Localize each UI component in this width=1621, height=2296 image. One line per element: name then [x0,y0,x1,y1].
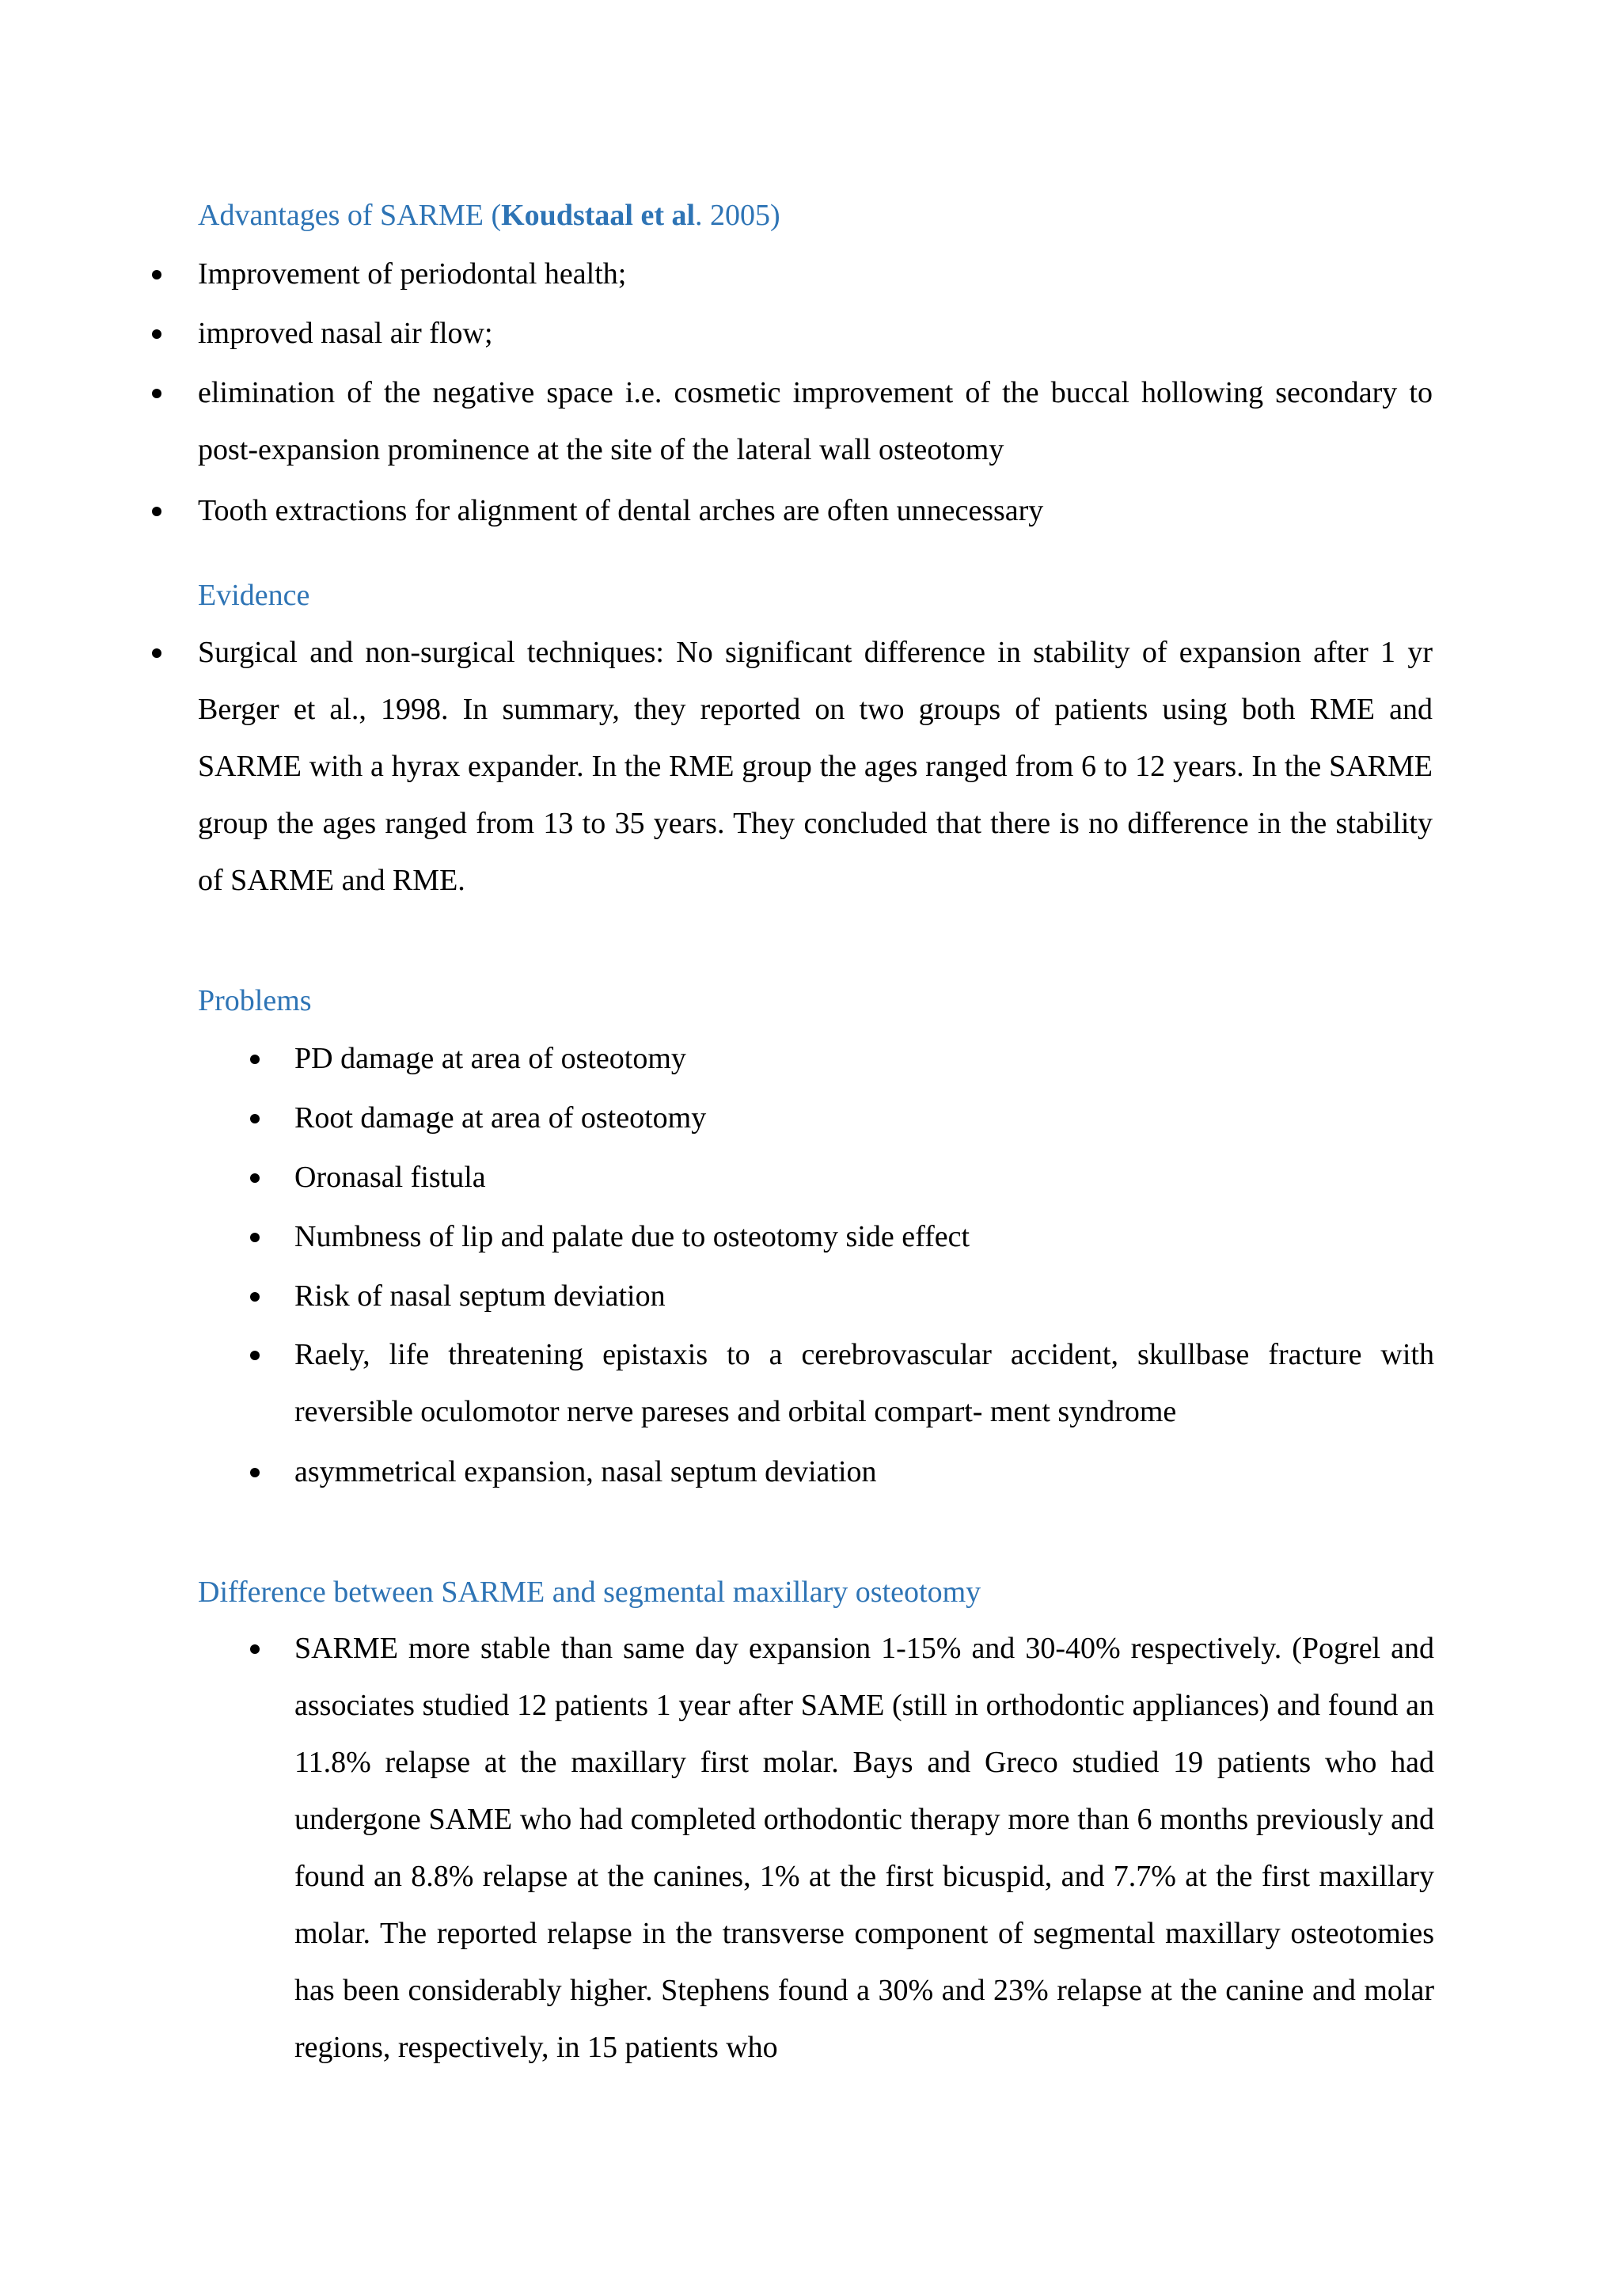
heading-advantages [198,200,780,230]
list-item-evidence [198,624,1433,909]
bullet-icon [152,329,161,339]
list-item-text: Oronasal fistula [294,1161,486,1194]
heading-evidence: Evidence [198,579,310,612]
bullet-icon [250,1292,260,1302]
list-item-advantage [198,305,1433,362]
list-item-problem [294,1326,1434,1440]
bullet-icon [250,1644,260,1654]
bullet-icon [152,648,161,658]
list-item-text: Numbness of lip and palate due to osteotomy side effect [294,1220,970,1253]
list-item-problem [294,1443,1434,1500]
list-item-problem [294,1268,1434,1325]
list-item-difference [294,1620,1434,2076]
bullet-icon [152,389,161,398]
list-item-text: Raely, life threatening epistaxis to a cerebrovascular accident, skullbase fracture with reversible oculomotor nerve pareses and orbital compart- ment syndrome [294,1338,1434,1428]
bullet-icon [250,1114,260,1123]
list-item-text: Tooth extractions for alignment of dental arches are often unnecessary [198,494,1044,527]
list-item-text: elimination of the negative space i.e. cosmetic improvement of the buccal hollowing secondary to post-expansion prominence at the site of the lateral wall osteotomy [198,376,1433,466]
list-item-problem [294,1089,1434,1146]
list-item-text: PD damage at area of osteotomy [294,1042,686,1075]
list-item-problem [294,1149,1434,1206]
bullet-icon [152,270,161,279]
list-item-advantage [198,482,1433,539]
heading-difference: Difference between SARME and segmental maxillary osteotomy [198,1576,981,1609]
bullet-icon [250,1173,260,1183]
bullet-icon [250,1468,260,1477]
list-item-problem [294,1208,1434,1265]
list-item-text: Surgical and non-surgical techniques: No significant difference in stability of expansion after 1 yr Berger et al., 1998. In summary, they reported on two groups of patients using both RME and SARME with a hyrax expander. In the RME group the ages ranged from 6 to 12 years. In the SARME group the ages ranged from 13 to 35 years. They concluded that there is no difference in the stability of SARME and RME. [198,636,1433,897]
list-item-text: asymmetrical expansion, nasal septum deviation [294,1455,877,1488]
list-item-advantage [198,245,1433,302]
heading-advantages-citation: Koudstaal et al [501,199,696,232]
bullet-icon [250,1055,260,1064]
list-item-problem [294,1030,1434,1087]
heading-problems: Problems [198,984,312,1017]
heading-advantages-suffix: . 2005) [695,199,780,232]
list-item-text: Improvement of periodontal health; [198,257,627,291]
bullet-icon [152,507,161,516]
list-item-advantage [198,364,1433,478]
list-item-text: Risk of nasal septum deviation [294,1279,666,1313]
list-item-text: Root damage at area of osteotomy [294,1101,707,1135]
heading-advantages-prefix: Advantages of SARME ( [198,199,502,232]
bullet-icon [250,1233,260,1242]
list-item-text: SARME more stable than same day expansion 1-15% and 30-40% respectively. (Pogrel and associates studied 12 patients 1 year after SAME (still in orthodontic appliances) and found an 11.8% relapse at the maxillary first molar. Bays and Greco studied 19 patients who had undergone SAME who had completed orthodontic therapy more than 6 months previously and found an 8.8% relapse at the canines, 1% at the first bicuspid, and 7.7% at the first maxillary molar. The reported relapse in the transverse component of segmental maxillary osteotomies has been considerably higher. Stephens found a 30% and 23% relapse at the canine and molar regions, respectively, in 15 patients who [294,1632,1434,2064]
list-item-text: improved nasal air flow; [198,317,493,350]
bullet-icon [250,1351,260,1360]
